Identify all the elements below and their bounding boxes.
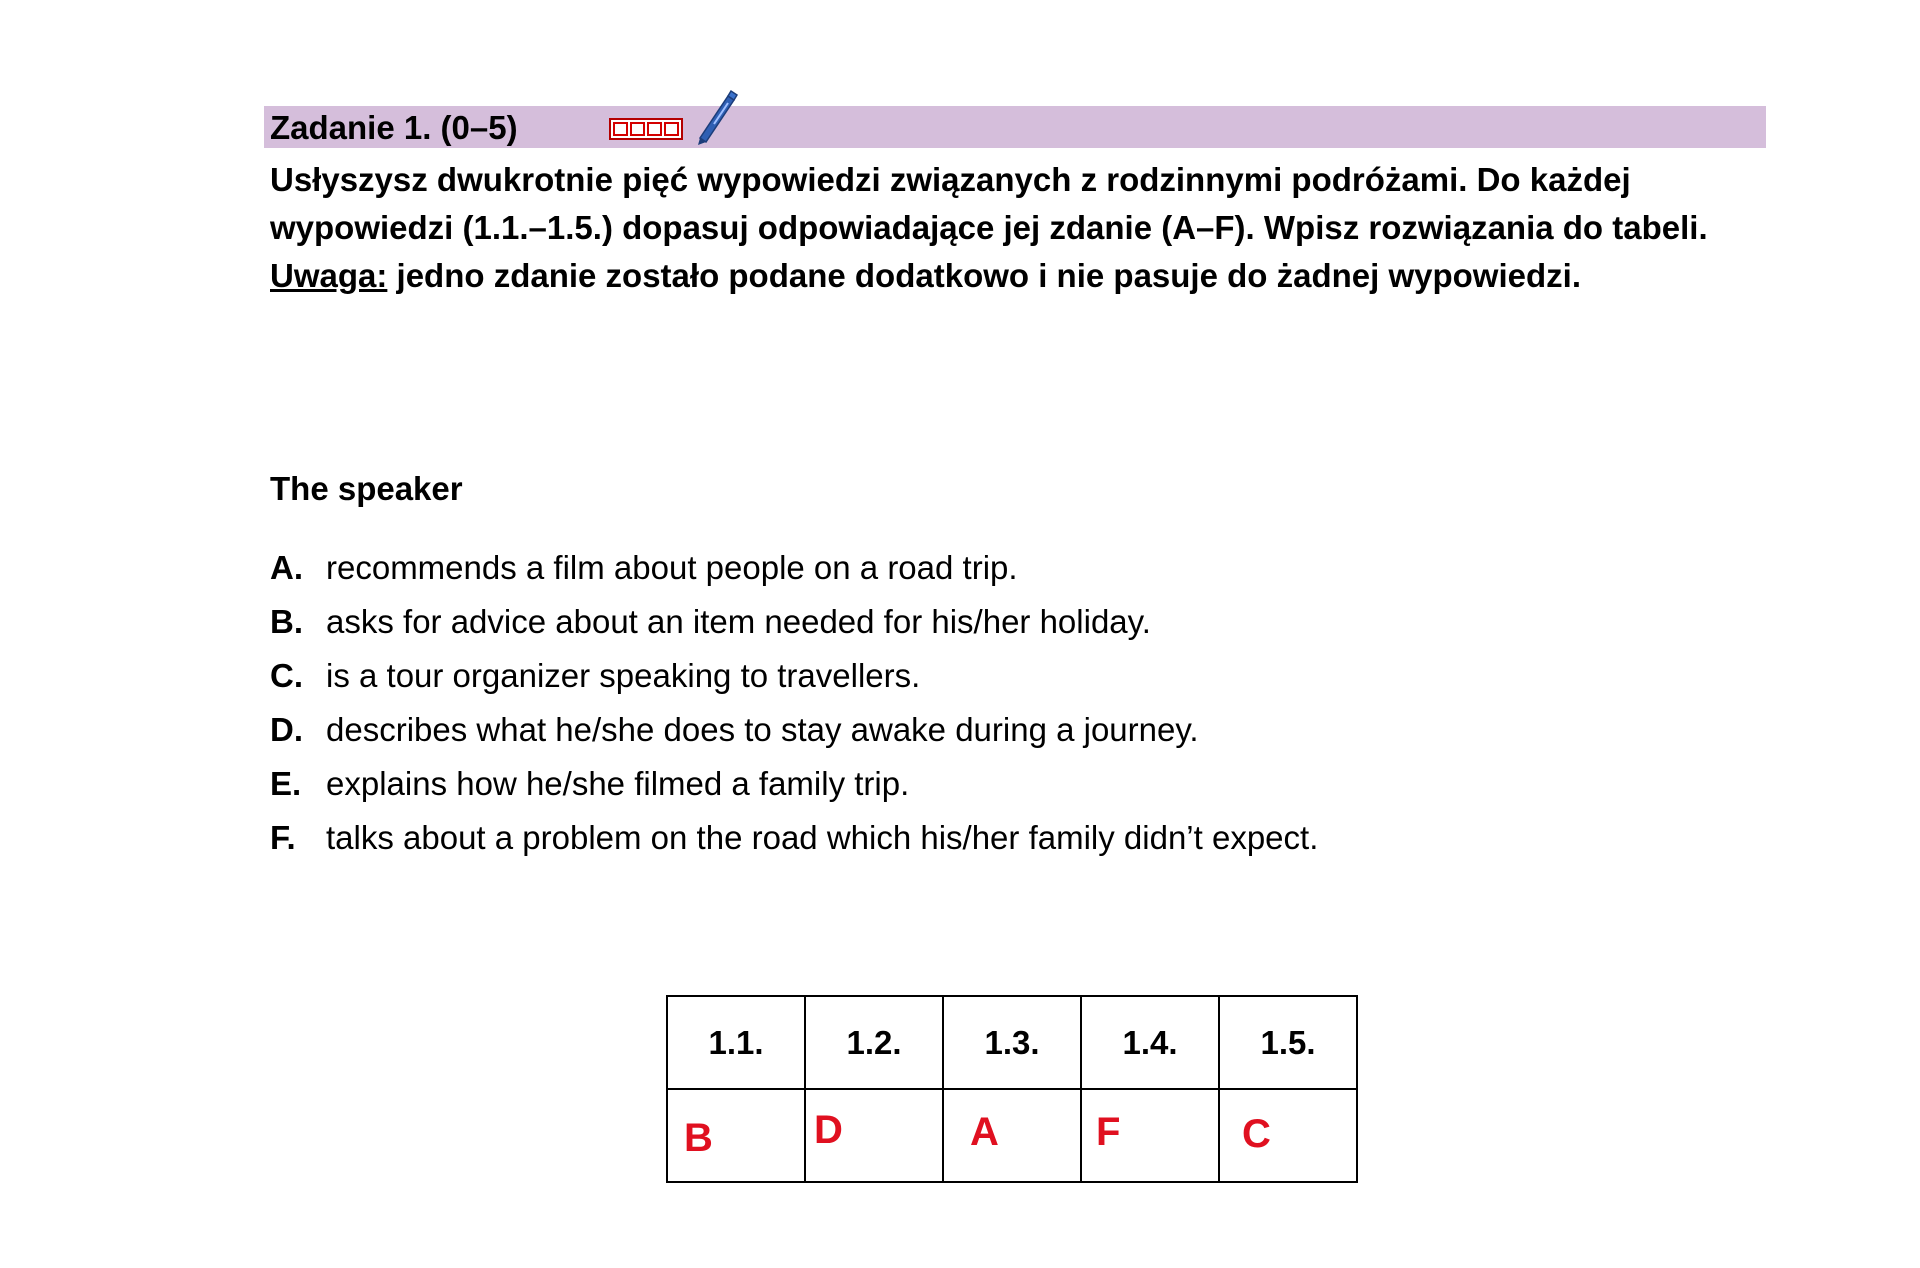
answer-value: A <box>970 1110 999 1154</box>
answer-value: B <box>684 1116 713 1160</box>
score-box <box>613 122 628 136</box>
score-box <box>664 122 679 136</box>
option-letter: B. <box>270 603 303 640</box>
option-text: explains how he/she filmed a family trip. <box>326 765 910 802</box>
answer-value: C <box>1242 1112 1271 1156</box>
answer-cell[interactable] <box>805 1089 943 1182</box>
task-instructions <box>270 156 1770 300</box>
speaker-heading: The speaker <box>270 470 463 507</box>
question-number: 1.5. <box>1219 996 1357 1089</box>
score-boxes <box>609 118 683 140</box>
answer-cell[interactable] <box>1081 1089 1219 1182</box>
option-text: asks for advice about an item needed for his/her holiday. <box>326 603 1151 640</box>
options-list <box>270 546 1318 870</box>
option-letter: E. <box>270 765 302 802</box>
option-letter: A. <box>270 549 303 586</box>
option-letter: F. <box>270 819 296 856</box>
pen-icon <box>692 88 738 146</box>
answer-value: F <box>1096 1110 1121 1154</box>
answer-table-header-row <box>667 996 1357 1089</box>
option-d <box>270 708 1318 762</box>
score-box <box>630 122 645 136</box>
question-number: 1.3. <box>943 996 1081 1089</box>
option-e <box>270 762 1318 816</box>
answer-cell[interactable] <box>667 1089 805 1182</box>
answer-value: D <box>814 1108 843 1152</box>
option-letter: D. <box>270 711 303 748</box>
option-text: describes what he/she does to stay awake during a journey. <box>326 711 1199 748</box>
question-number: 1.1. <box>667 996 805 1089</box>
option-text: is a tour organizer speaking to travellers. <box>326 657 921 694</box>
instruction-note <box>270 252 1770 300</box>
instruction-text: Usłyszysz dwukrotnie pięć wypowiedzi związanych z rodzinnymi podróżami. Do każdej wypowiedzi (1.1.–1.5.) dopasuj odpowiadające jej zdanie (A–F). Wpisz rozwiązania do tabeli. <box>270 161 1708 246</box>
option-b <box>270 600 1318 654</box>
option-f <box>270 816 1318 870</box>
answer-table-answer-row <box>667 1089 1357 1182</box>
note-text: jedno zdanie zostało podane dodatkowo i nie pasuje do żadnej wypowiedzi. <box>387 257 1581 294</box>
score-box <box>647 122 662 136</box>
answer-table <box>666 995 1358 1183</box>
answer-cell[interactable] <box>943 1089 1081 1182</box>
question-number: 1.4. <box>1081 996 1219 1089</box>
question-number: 1.2. <box>805 996 943 1089</box>
option-text: talks about a problem on the road which his/her family didn’t expect. <box>326 819 1319 856</box>
task-title: Zadanie 1. (0–5) <box>270 109 518 146</box>
note-label: Uwaga: <box>270 257 388 294</box>
option-letter: C. <box>270 657 303 694</box>
option-c <box>270 654 1318 708</box>
answer-cell[interactable] <box>1219 1089 1357 1182</box>
option-text: recommends a film about people on a road trip. <box>326 549 1018 586</box>
option-a <box>270 546 1318 600</box>
